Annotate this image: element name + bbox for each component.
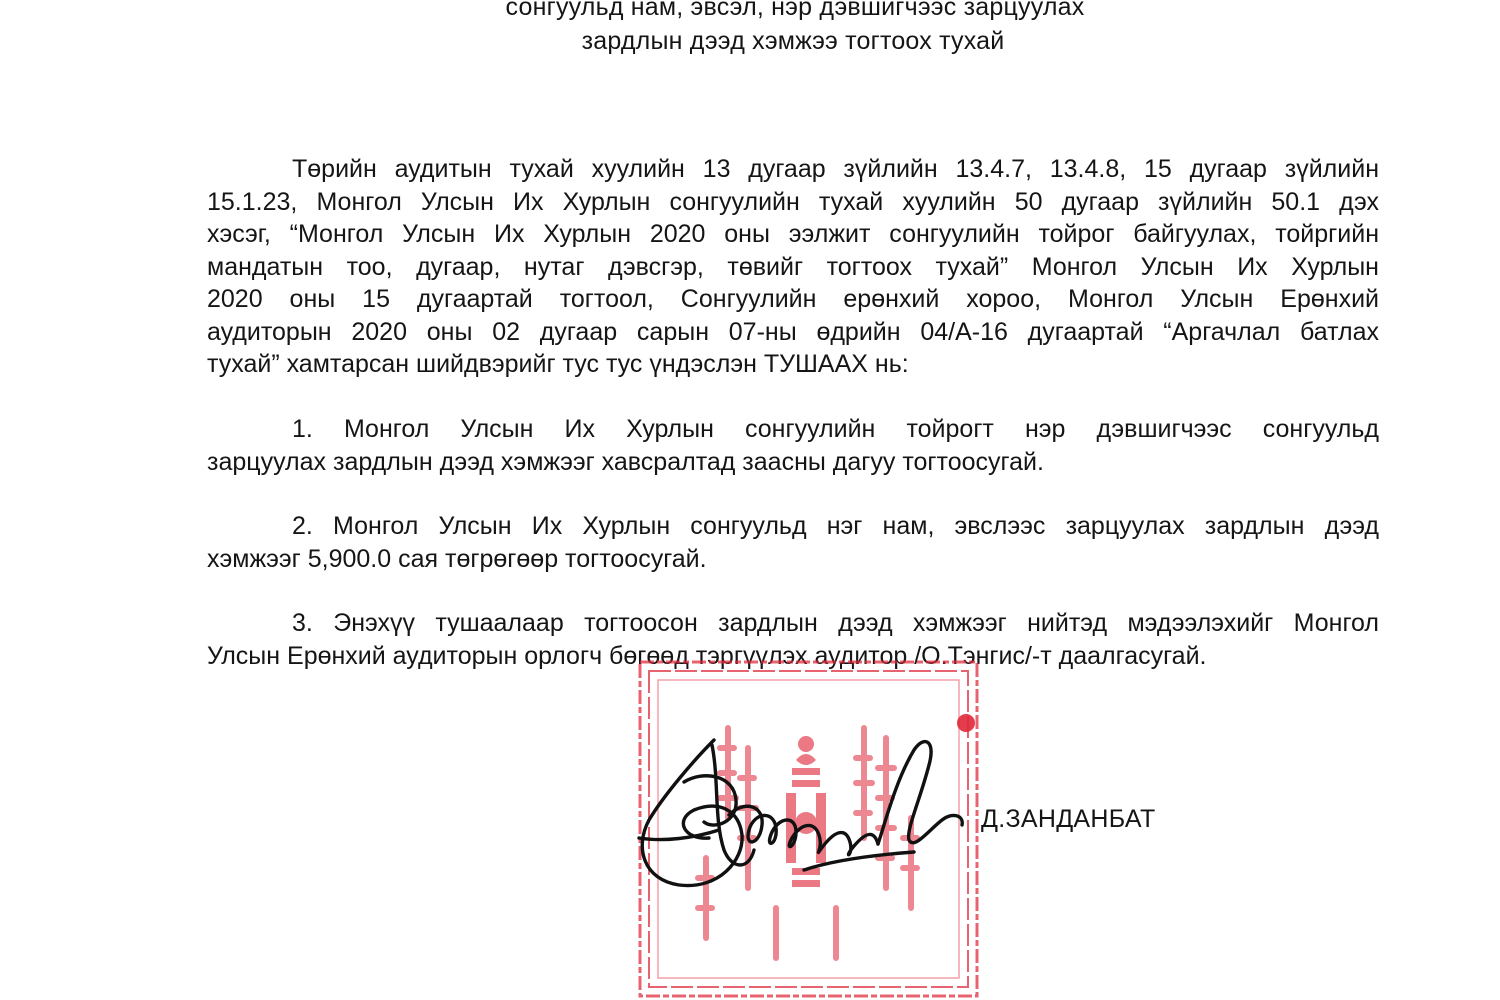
preamble-paragraph	[207, 153, 1379, 381]
signature	[624, 720, 974, 900]
order-item-line: зарцуулах зардлын дээд хэмжээг хавсралтад заасны дагуу тогтоосугай.	[207, 447, 1044, 476]
preamble-line: тухай” хамтарсан шийдвэрийг тус тус үндэслэн ТУШААХ нь:	[207, 350, 909, 378]
order-item-1	[207, 413, 1379, 478]
order-item-line: 2. Монгол Улсын Их Хурлын сонгуульд нэг нам, эвслээс зарцуулах зардлын дээд	[292, 512, 1379, 540]
preamble-line: Төрийн аудитын тухай хуулийн 13 дугаар зүйлийн 13.4.7, 13.4.8, 15 дугаар зүйлийн	[292, 155, 1379, 183]
order-item-line: Улсын Ерөнхий аудиторын орлогч бөгөөд тэргүүлэх аудитор /О.Тэнгис/-т даалгасугай.	[207, 641, 1207, 670]
preamble-line: 2020 оны 15 дугаартай тогтоол, Сонгуулийн ерөнхий хороо, Монгол Улсын Ерөнхий	[207, 285, 1379, 313]
document-title-line-2: зардлын дээд хэмжээ тогтоох тухай	[581, 27, 1005, 55]
preamble-line: хэсэг, “Монгол Улсын Их Хурлын 2020 оны ээлжит сонгуулийн тойрог байгуулах, тойргийн	[207, 220, 1379, 248]
order-item-line: 3. Энэхүү тушаалаар тогтоосон зардлын дээд хэмжээг нийтэд мэдээлэхийг Монгол	[292, 609, 1379, 637]
order-item-line: 1. Монгол Улсын Их Хурлын сонгуулийн тойрогт нэр дэвшигчээс сонгуульд	[292, 415, 1379, 443]
preamble-line: мандатын тоо, дугаар, нутаг дэвсгэр, төвийг тогтоох тухай” Монгол Улсын Их Хурлын	[207, 252, 1379, 281]
signer-name: Д.ЗАНДАНБАТ	[981, 805, 1156, 833]
order-item-2	[207, 510, 1379, 575]
order-item-line: хэмжээг 5,900.0 сая төгрөгөөр тогтоосугай.	[207, 544, 707, 573]
document-title-line-1: сонгуульд нам, эвсэл, нэр дэвшигчээс зарцуулах	[505, 0, 1085, 21]
preamble-line: 15.1.23, Монгол Улсын Их Хурлын сонгуулийн тухай хуулийн 50 дугаар зүйлийн 50.1 дэх	[207, 187, 1379, 216]
preamble-line: аудиторын 2020 оны 02 дугаар сарын 07-ны өдрийн 04/А-16 дугаартай “Аргачлал батлах	[207, 317, 1379, 346]
